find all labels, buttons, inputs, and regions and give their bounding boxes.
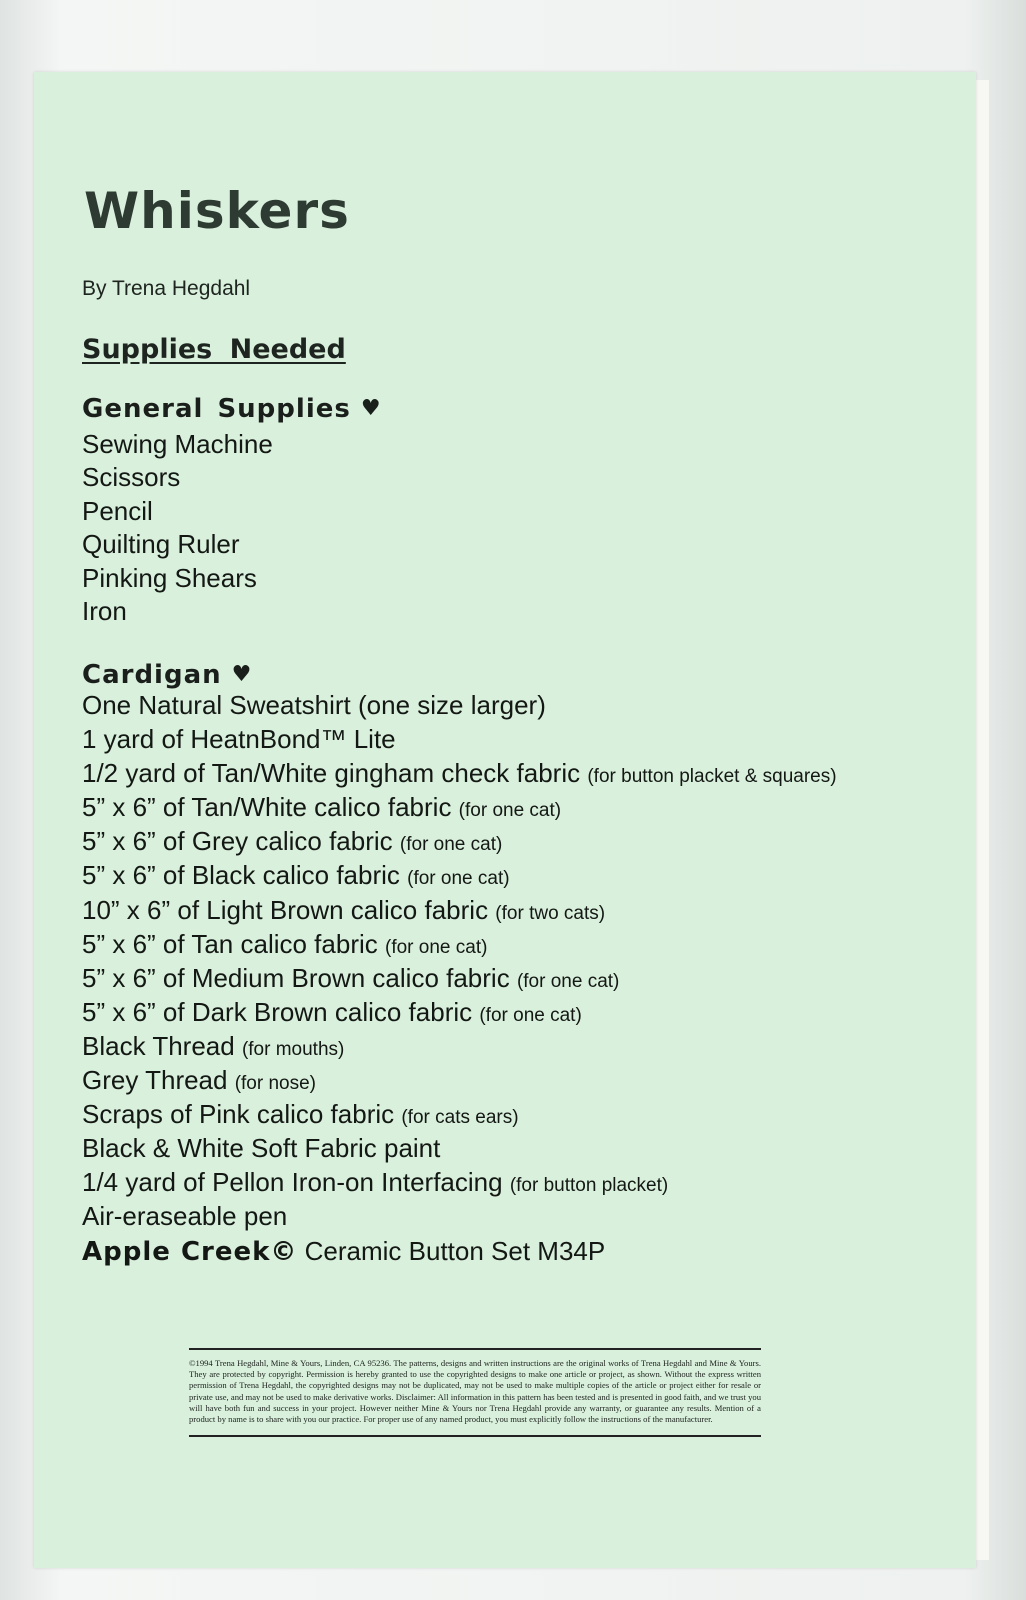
- list-item: [82, 790, 837, 824]
- item-text: 5” x 6” of Medium Brown calico fabric: [82, 962, 517, 993]
- list-item: [82, 961, 837, 995]
- list-item: [82, 995, 837, 1029]
- list-item: Pencil: [82, 495, 153, 526]
- list-item: Iron: [82, 595, 127, 626]
- list-item: [82, 756, 837, 790]
- list-item: [82, 1063, 837, 1097]
- list-item: [82, 1029, 837, 1063]
- page-title: Whiskers: [84, 182, 350, 240]
- cardigan-label: Cardigan: [82, 660, 222, 690]
- heart-icon: ♥: [231, 662, 253, 687]
- item-note: (for one cat): [399, 834, 503, 856]
- item-text: One Natural Sweatshirt (one size larger): [82, 690, 546, 720]
- item-note: (for one cat): [385, 936, 488, 958]
- list-item: [82, 722, 837, 756]
- item-note: (for one cat): [458, 800, 562, 822]
- copyright-disclaimer: [189, 1348, 761, 1437]
- item-text: 5” x 6” of Black calico fabric: [82, 860, 408, 891]
- list-item: [82, 824, 837, 858]
- item-note: (for cats ears): [401, 1107, 519, 1129]
- item-text: Air-eraseable pen: [82, 1201, 288, 1232]
- list-item: Scissors: [82, 462, 181, 493]
- list-item: [82, 1131, 837, 1165]
- item-note: (for one cat): [479, 1004, 582, 1026]
- item-text: Scraps of Pink calico fabric: [82, 1099, 402, 1130]
- list-item: [82, 1234, 837, 1268]
- list-item: [82, 893, 837, 927]
- cardigan-heading: [82, 660, 252, 690]
- list-item: [82, 688, 837, 722]
- pattern-sheet: [34, 72, 976, 1568]
- general-supplies-heading: [82, 394, 382, 424]
- item-text: 1/2 yard of Tan/White gingham check fabric: [82, 758, 588, 789]
- general-supplies-label: General Supplies: [82, 394, 351, 424]
- list-item: Pinking Shears: [82, 562, 257, 593]
- item-text: 5” x 6” of Dark Brown calico fabric: [82, 996, 480, 1027]
- item-note: (for button placket): [509, 1175, 669, 1197]
- author-byline: By Trena Hegdahl: [82, 277, 251, 300]
- list-item: [82, 1097, 837, 1131]
- cardigan-supplies-list: [82, 688, 837, 1268]
- item-text: Grey Thread: [82, 1065, 235, 1096]
- item-note: (for nose): [234, 1073, 317, 1095]
- item-text: 5” x 6” of Tan calico fabric: [82, 928, 385, 959]
- item-note: (for mouths): [241, 1038, 345, 1060]
- brand-name: Apple Creek©: [82, 1236, 298, 1267]
- item-note: (for two cats): [495, 902, 606, 924]
- item-text: Black & White Soft Fabric paint: [82, 1133, 441, 1164]
- item-text: 10” x 6” of Light Brown calico fabric: [82, 894, 496, 925]
- list-item: [82, 927, 837, 961]
- supplies-heading: Supplies Needed: [82, 334, 346, 365]
- heart-icon: ♥: [360, 396, 382, 421]
- list-item: [82, 1199, 837, 1233]
- general-supplies-list: [82, 428, 273, 628]
- item-text: Ceramic Button Set M34P: [297, 1235, 606, 1266]
- list-item: [82, 1165, 837, 1199]
- item-text: Black Thread: [82, 1030, 242, 1061]
- item-text: 5” x 6” of Grey calico fabric: [82, 826, 400, 857]
- copyright-text: ©1994 Trena Hegdahl, Mine & Yours, Linden, CA 95236. The patterns, designs and written instructions are the original works of Trena Hegdahl and Mine & Yours. They are protected by copyright. Permission is hereby granted to use the copyrighted designs to make one article or project, as shown. Without the express written permission of Trena Hegdahl, the copyrighted designs may not be duplicated, may not be used to make multiple copies of the article or project either for resale or private use, and may not be used to make derivative works. Disclaimer: All information in this pattern has been tested and is presented in good faith, and we trust you will have both fun and success in your project. However neither Mine & Yours nor Trena Hegdahl provide any warranty, or guarantee any results. Mention of a product by name is to share with you our practice. For proper use of any named product, you must explicitly follow the instructions of the manufacturer.: [189, 1358, 761, 1425]
- item-text: 1/4 yard of Pellon Iron-on Interfacing: [82, 1167, 510, 1198]
- list-item: [82, 858, 837, 892]
- list-item: Sewing Machine: [82, 429, 273, 459]
- item-note: (for one cat): [407, 868, 510, 890]
- list-item: Quilting Ruler: [82, 529, 240, 560]
- item-text: 1 yard of HeatnBond™ Lite: [82, 724, 396, 755]
- item-text: 5” x 6” of Tan/White calico fabric: [82, 792, 459, 823]
- item-note: (for button placket & squares): [587, 766, 837, 788]
- item-note: (for one cat): [516, 970, 620, 992]
